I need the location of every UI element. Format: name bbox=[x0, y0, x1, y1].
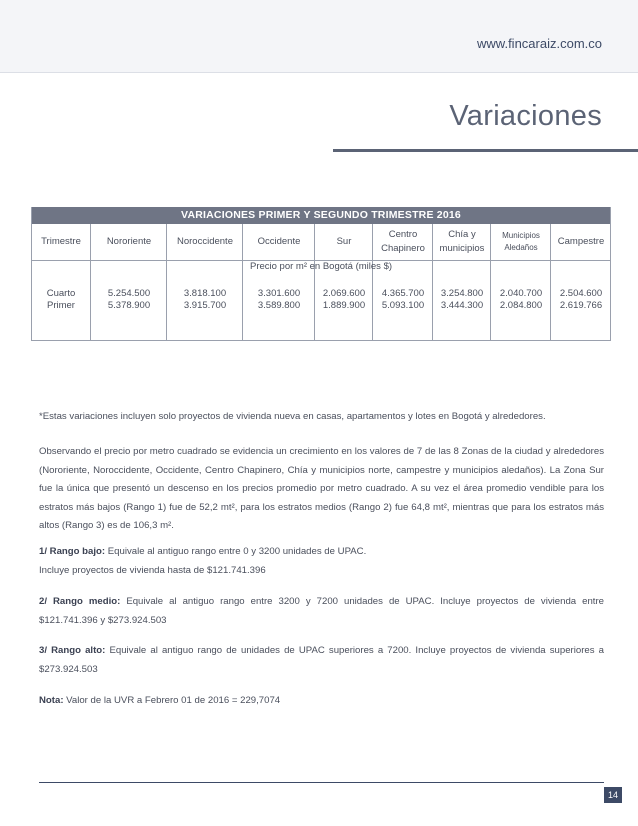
table-cell: 5.093.100 bbox=[381, 300, 425, 311]
header-centro-chapinero: Centro Chapinero bbox=[372, 224, 433, 260]
page-number: 14 bbox=[604, 787, 622, 803]
header-occidente: Occidente bbox=[242, 224, 315, 260]
uvr-note-text: Valor de la UVR a Febrero 01 de 2016 = 229,7074 bbox=[63, 695, 281, 706]
rango-medio-note bbox=[39, 593, 604, 630]
table-cell: 2.040.700 bbox=[499, 288, 543, 299]
page-header bbox=[0, 0, 638, 73]
table-cell: 3.589.800 bbox=[257, 300, 301, 311]
table-cell: 3.254.800 bbox=[440, 288, 484, 299]
header-noroccidente: Noroccidente bbox=[166, 224, 243, 260]
price-unit-note: Precio por m² en Bogotá (miles $) bbox=[249, 261, 393, 272]
table-cell: 4.365.700 bbox=[381, 288, 425, 299]
table-cell: 3.444.300 bbox=[440, 300, 484, 311]
footer-rule bbox=[39, 782, 604, 783]
title-underline bbox=[333, 149, 638, 152]
table-cell: 5.378.900 bbox=[107, 300, 151, 311]
analysis-paragraph: Observando el precio por metro cuadrado se evidencia un crecimiento en los valores de 7 de las 8 Zonas de la ciudad y alrededores (Nororiente, Noroccidente, Occidente, Centro Chapinero, Chía y municipios norte, campestre y municipios aledaños). La Zona Sur fue la única que presentó un descenso en los precios promedio por metro cuadrado. A su vez el área promedio vendible para los estratos más bajos (Rango 1) fue de 52,2 mt², para los estratos medios (Rango 2) fue 64,8 mt², mientras que para los estratos más altos (Rango 3) es de 106,3 m². bbox=[39, 446, 604, 531]
table-cell: 2.504.600 bbox=[559, 288, 603, 299]
table-cell: 3.301.600 bbox=[257, 288, 301, 299]
table-cell: Cuarto bbox=[46, 288, 76, 299]
rango-alto-text: Equivale al antiguo rango de unidades de UPAC superiores a 7200. Incluye proyectos de vivienda superiores a $273.924.503 bbox=[39, 645, 604, 675]
col-nororiente bbox=[90, 260, 167, 340]
rango-medio-label: 2/ Rango medio: bbox=[39, 596, 121, 607]
col-municipios-aledanos bbox=[490, 260, 551, 340]
table-cell: 5.254.500 bbox=[107, 288, 151, 299]
table-cell: 1.889.900 bbox=[322, 300, 366, 311]
uvr-note bbox=[39, 692, 604, 711]
rango-bajo-label: 1/ Rango bajo: bbox=[39, 546, 106, 557]
rango-bajo-text: Equivale al antiguo rango entre 0 y 3200 unidades de UPAC. bbox=[105, 546, 367, 557]
col-chia bbox=[432, 260, 491, 340]
header-municipios-aledanos: Municipios Aledaños bbox=[490, 224, 551, 260]
header-trimestre: Trimestre bbox=[41, 236, 81, 247]
col-campestre bbox=[550, 260, 611, 340]
col-sur bbox=[314, 260, 373, 340]
footnote: *Estas variaciones incluyen solo proyectos de vivienda nueva en casas, apartamentos y lotes en Bogotá y alrededores. bbox=[39, 411, 546, 422]
table-body bbox=[32, 260, 610, 340]
table-cell: 2.069.600 bbox=[322, 288, 366, 299]
header-campestre: Campestre bbox=[550, 224, 611, 260]
col-occidente bbox=[242, 260, 315, 340]
table-cell: 2.619.766 bbox=[559, 300, 603, 311]
site-url[interactable]: www.fincaraiz.com.co bbox=[477, 36, 602, 51]
variations-table bbox=[31, 207, 611, 341]
header-nororiente: Nororiente bbox=[90, 224, 167, 260]
rango-alto-label: 3/ Rango alto: bbox=[39, 645, 106, 656]
uvr-note-label: Nota: bbox=[39, 695, 64, 706]
table-banner: VARIACIONES PRIMER Y SEGUNDO TRIMESTRE 2016 bbox=[32, 207, 610, 224]
rango-bajo-note bbox=[39, 543, 604, 580]
col-centro-chapinero bbox=[372, 260, 433, 340]
table-cell: 2.084.800 bbox=[499, 300, 543, 311]
col-trimestre bbox=[32, 260, 90, 340]
page-title: Variaciones bbox=[449, 100, 602, 132]
table-cell: Primer bbox=[47, 300, 75, 311]
header-sur: Sur bbox=[314, 224, 373, 260]
rango-medio-text: Equivale al antiguo rango entre 3200 y 7200 unidades de UPAC. Incluye proyectos de vivienda entre $121.741.396 y $273.924.503 bbox=[39, 596, 604, 626]
col-noroccidente bbox=[166, 260, 243, 340]
rango-bajo-text-2: Incluye proyectos de vivienda hasta de $121.741.396 bbox=[39, 564, 266, 576]
table-header-row bbox=[32, 224, 610, 261]
table-cell: 3.915.700 bbox=[183, 300, 227, 311]
table-cell: 3.818.100 bbox=[183, 288, 227, 299]
rango-alto-note bbox=[39, 642, 604, 679]
header-chia: Chía y municipios bbox=[432, 224, 491, 260]
